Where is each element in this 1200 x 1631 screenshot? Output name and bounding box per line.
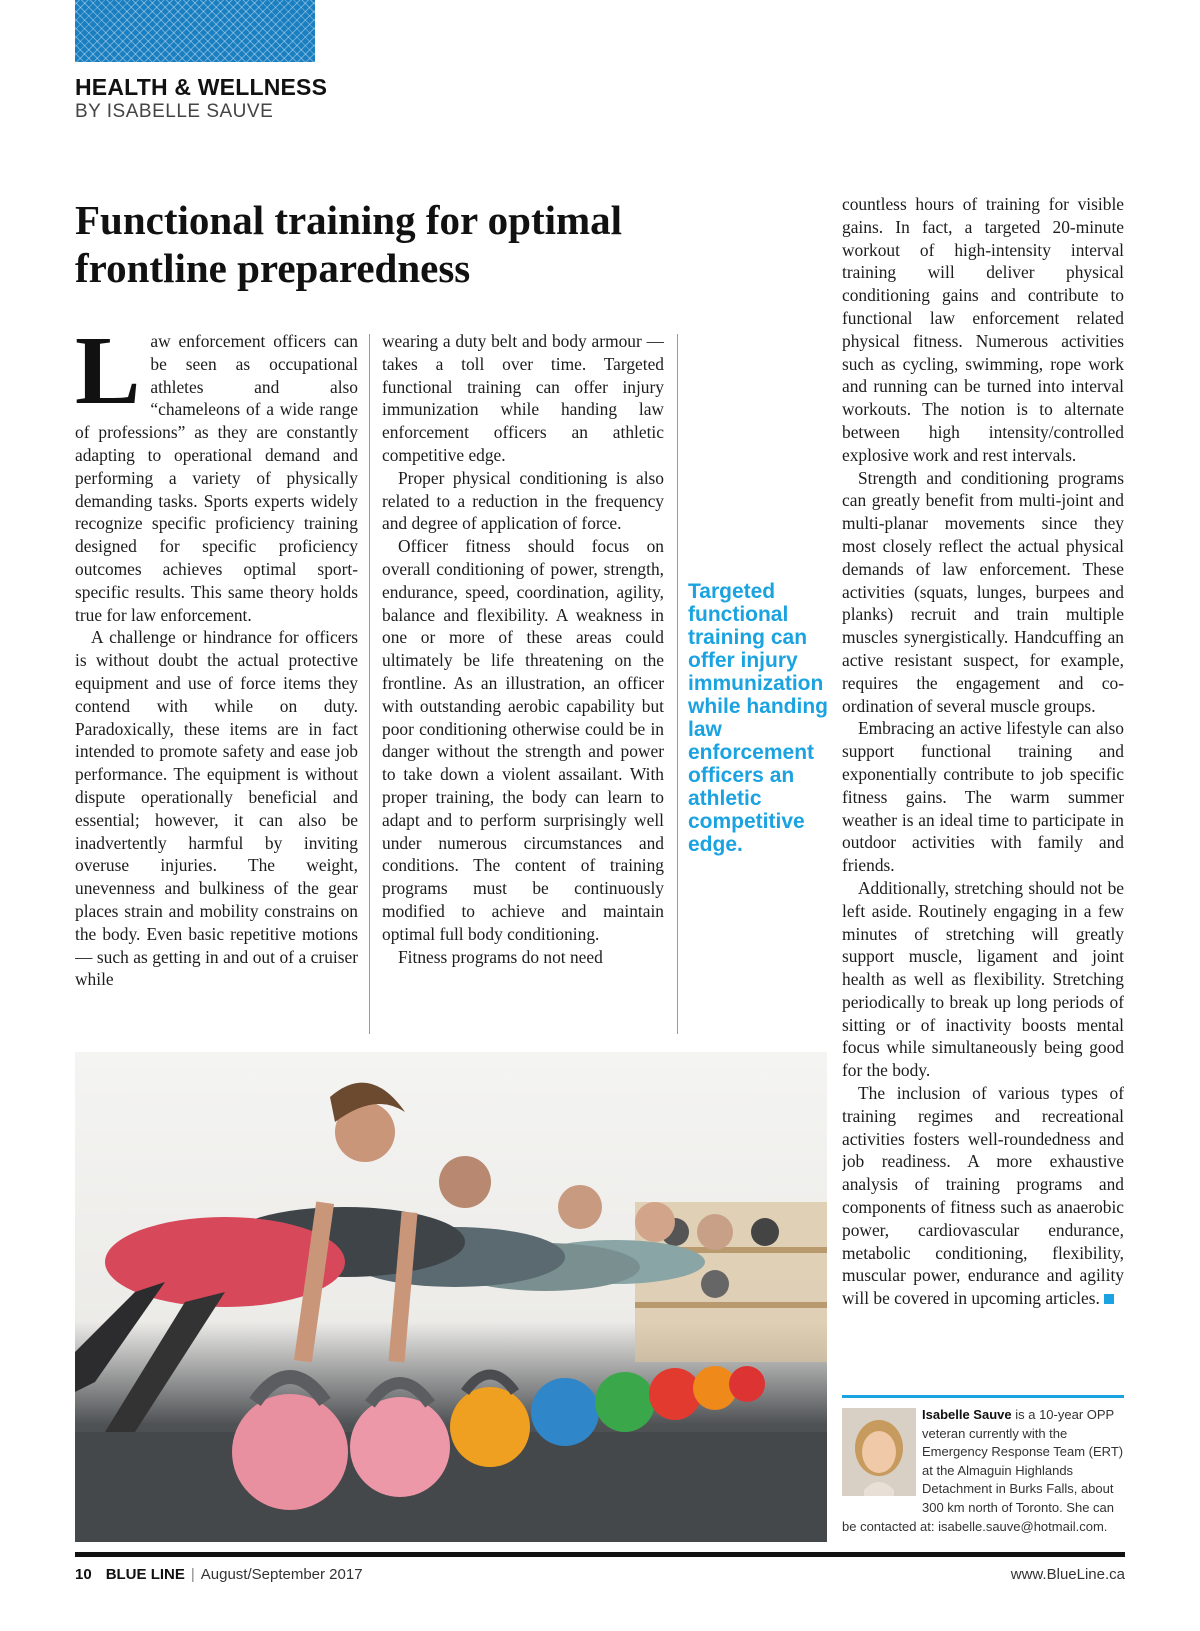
website-link[interactable]: www.BlueLine.ca xyxy=(1010,1566,1125,1583)
author-bio xyxy=(842,1406,1124,1536)
article-column-1 xyxy=(75,330,358,1045)
magazine-name: BLUE LINE xyxy=(105,1566,185,1583)
footer-left xyxy=(75,1566,363,1583)
column-divider xyxy=(369,334,370,1034)
paragraph: Officer fitness should focus on overall conditioning of power, strength, endurance, speed, coordination, agility, balance and flexibility. A weakness in one or more of these areas could ultimately be life threatening on the frontline. As an illustration, an officer with outstanding aerobic capability but poor conditioning otherwise could be in danger without the strength and power to take down a violent assailant. With proper training, the body can learn to adapt and to perform surprisingly well under numerous circumstances and conditions. The content of training programs must be continuously modified to achieve and maintain optimal full body conditioning. xyxy=(382,536,664,944)
paragraph: Proper physical conditioning is also related to a reduction in the frequency and degree of application of force. xyxy=(382,467,664,534)
paragraph: wearing a duty belt and body armour — takes a toll over time. Targeted functional training can offer injury immunization while handing law enforcement officers an athletic competitive edge. xyxy=(382,331,664,465)
paragraph: The inclusion of various types of training regimes and recreational activities fosters well-roundedness and job readiness. A more exhaustive analysis of training programs and components of fitness such as anaerobic power, cardiovascular endurance, metabolic conditioning, flexibility, muscular power, endurance and agility will be covered in upcoming articles. xyxy=(842,1083,1124,1309)
pull-quote: Targeted functional training can offer injury immunization while handing law enforcement officers an athletic competitive edge. xyxy=(688,580,828,856)
kettlebell-plank-illustration xyxy=(75,1052,827,1542)
header-pattern-block xyxy=(75,0,315,62)
paragraph: Strength and conditioning programs can greatly benefit from multi-joint and multi-planar movements since they most closely reflect the actual physical demands of law enforcement. These activities (squats, lunges, burpees and planks) recruit and train multiple muscles synergistically. Handcuffing an active resistant suspect, for example, requires the engagement and co-ordination of several muscle groups. xyxy=(842,467,1124,716)
article-title: Functional training for optimal frontline preparedness xyxy=(75,197,623,291)
bio-divider xyxy=(842,1395,1124,1398)
paragraph: Additionally, stretching should not be left aside. Routinely engaging in a few minutes of stretching will greatly support muscle, ligament and joint health as well as flexibility. Stretching periodically to break up long periods of sitting or of inactivity boosts mental focus while simultaneously being good for the body. xyxy=(842,877,1124,1081)
paragraph: countless hours of training for visible gains. In fact, a targeted 20-minute workout of high-intensity interval training will deliver physical conditioning gains and contribute to functional law enforcement related physical fitness. Numerous activities such as cycling, swimming, rope work and running can be turned into interval workouts. The notion is to alternate between high intensity/controlled explosive work and rest intervals. xyxy=(842,194,1124,465)
article-photo xyxy=(75,1052,827,1542)
page-number: 10 xyxy=(75,1566,92,1583)
article-column-3 xyxy=(842,193,1124,1388)
drop-cap: L xyxy=(75,330,141,425)
footer-rule xyxy=(75,1552,1125,1557)
issue-date: August/September 2017 xyxy=(200,1566,363,1583)
paragraph: Embracing an active lifestyle can also support functional training and exponentially contribute to job specific fitness gains. The warm summer weather is an ideal time to participate in outdoor activities with family and friends. xyxy=(842,718,1124,876)
article-column-2 xyxy=(382,330,664,1045)
paragraph: Fitness programs do not need xyxy=(398,946,603,967)
byline: BY ISABELLE SAUVE xyxy=(75,101,274,122)
section-label: HEALTH & WELLNESS xyxy=(75,74,328,100)
author-bio-text: is a 10-year OPP veteran currently with the Emergency Response Team (ERT) at the Almaguin Highlands Detachment in Burks Falls, about 300 km north of Toronto. She can be contacted at: isabelle.sauve@hotmail.com. xyxy=(842,1407,1124,1534)
paragraph: A challenge or hindrance for officers is without doubt the actual protective equipment and use of force items they contend with while on duty. Paradoxically, these items are in fact intended to promote safety and ease job performance. The equipment is without dispute operationally beneficial and essential; however, it can also be inadvertently harmful by inviting overuse injuries. The weight, unevenness and bulkiness of the gear places strain and mobility constrains on the body. Even basic repetitive motions — such as getting in and out of a cruiser while xyxy=(75,627,358,990)
footer-separator: | xyxy=(190,1566,195,1583)
square-end-mark-icon xyxy=(1104,1294,1114,1304)
column-divider xyxy=(677,334,678,1034)
author-name: Isabelle Sauve xyxy=(922,1407,1012,1422)
paragraph: Law enforcement officers can be seen as occupational athletes and also “chameleons of a wide range of professions” as they are constantly adapting to operational demand and performing a variety of physically demanding tasks. Sports experts widely recognize specific proficiency training designed for specific proficiency outcomes achieves optimal sport-specific results. This same theory holds true for law enforcement. xyxy=(75,330,358,625)
